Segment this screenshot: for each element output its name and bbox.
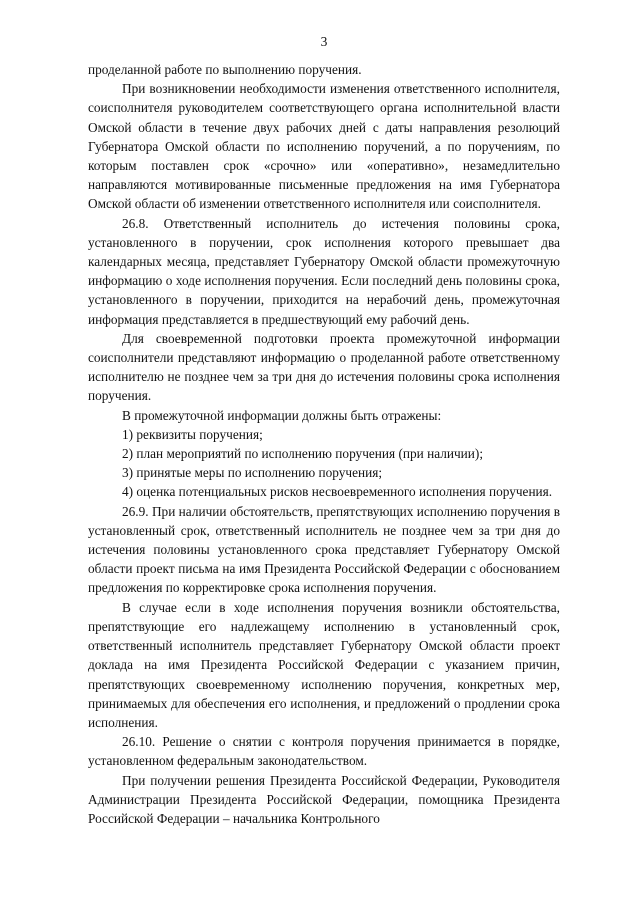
paragraph: 26.10. Решение о снятии с контроля поручения принимается в порядке, установленном федеральным законодательством. — [88, 734, 560, 769]
page-number: 3 — [320, 34, 328, 49]
paragraph: 2) план мероприятий по исполнению поручения (при наличии); — [122, 446, 484, 462]
paragraph: Для своевременной подготовки проекта промежуточной информации соисполнители представляют информацию о проделанной работе ответственному исполнителю не позднее чем за три дня до истечения половины срока исполнения поручения. — [88, 330, 560, 404]
paragraph: 4) оценка потенциальных рисков несвоевременного исполнения поручения. — [122, 484, 553, 500]
paragraph: При возникновении необходимости изменения ответственного исполнителя, соисполнителя руководителем соответствующего органа исполнительной власти Омской области в течение двух рабочих дней с даты направления резолюций Губернатора Омской области по исполнению поручений, а по поручениям, по которым поставлен срок «срочно» или «оперативно», незамедлительно направляются мотивированные письменные предложения на имя Губернатора Омской области об изменении ответственного исполнителя или соисполнителя. — [88, 81, 560, 212]
paragraph: При получении решения Президента Российской Федерации, Руководителя Администрации Президента Российской Федерации, помощника Президента Российской Федерации – начальника Контрольного — [88, 772, 560, 826]
paragraph: 3) принятые меры по исполнению поручения; — [122, 465, 383, 481]
paragraph: проделанной работе по выполнению поручения. — [88, 62, 362, 77]
paragraph: 26.8. Ответственный исполнитель до истечения половины срока, установленного в поручении, срок исполнения которого превышает два календарных месяца, представляет Губернатору Омской области промежуточную информацию о ходе исполнения поручения. Если последний день половины срока, установленного в поручении, приходится на нерабочий день, промежуточная информация представляется в предшествующий ему рабочий день. — [88, 215, 560, 327]
document-body — [88, 60, 560, 828]
paragraph: В промежуточной информации должны быть отражены: — [122, 407, 442, 423]
paragraph: 1) реквизиты поручения; — [122, 426, 263, 442]
paragraph: 26.9. При наличии обстоятельств, препятствующих исполнению поручения в установленный срок, ответственный исполнитель не позднее чем за три дня до истечения половины установленного срока представляет Губернатору Омской области проект письма на имя Президента Российской Федерации с обоснованием предложения по корректировке срока исполнения поручения. — [88, 503, 560, 596]
paragraph: В случае если в ходе исполнения поручения возникли обстоятельства, препятствующие его надлежащему исполнению в установленный срок, ответственный исполнитель представляет Губернатору Омской области проект доклада на имя Президента Российской Федерации с указанием причин, препятствующих своевременному исполнению поручения, конкретных мер, принимаемых для обеспечения его исполнения, и предложений о продлении срока исполнения. — [88, 599, 560, 730]
